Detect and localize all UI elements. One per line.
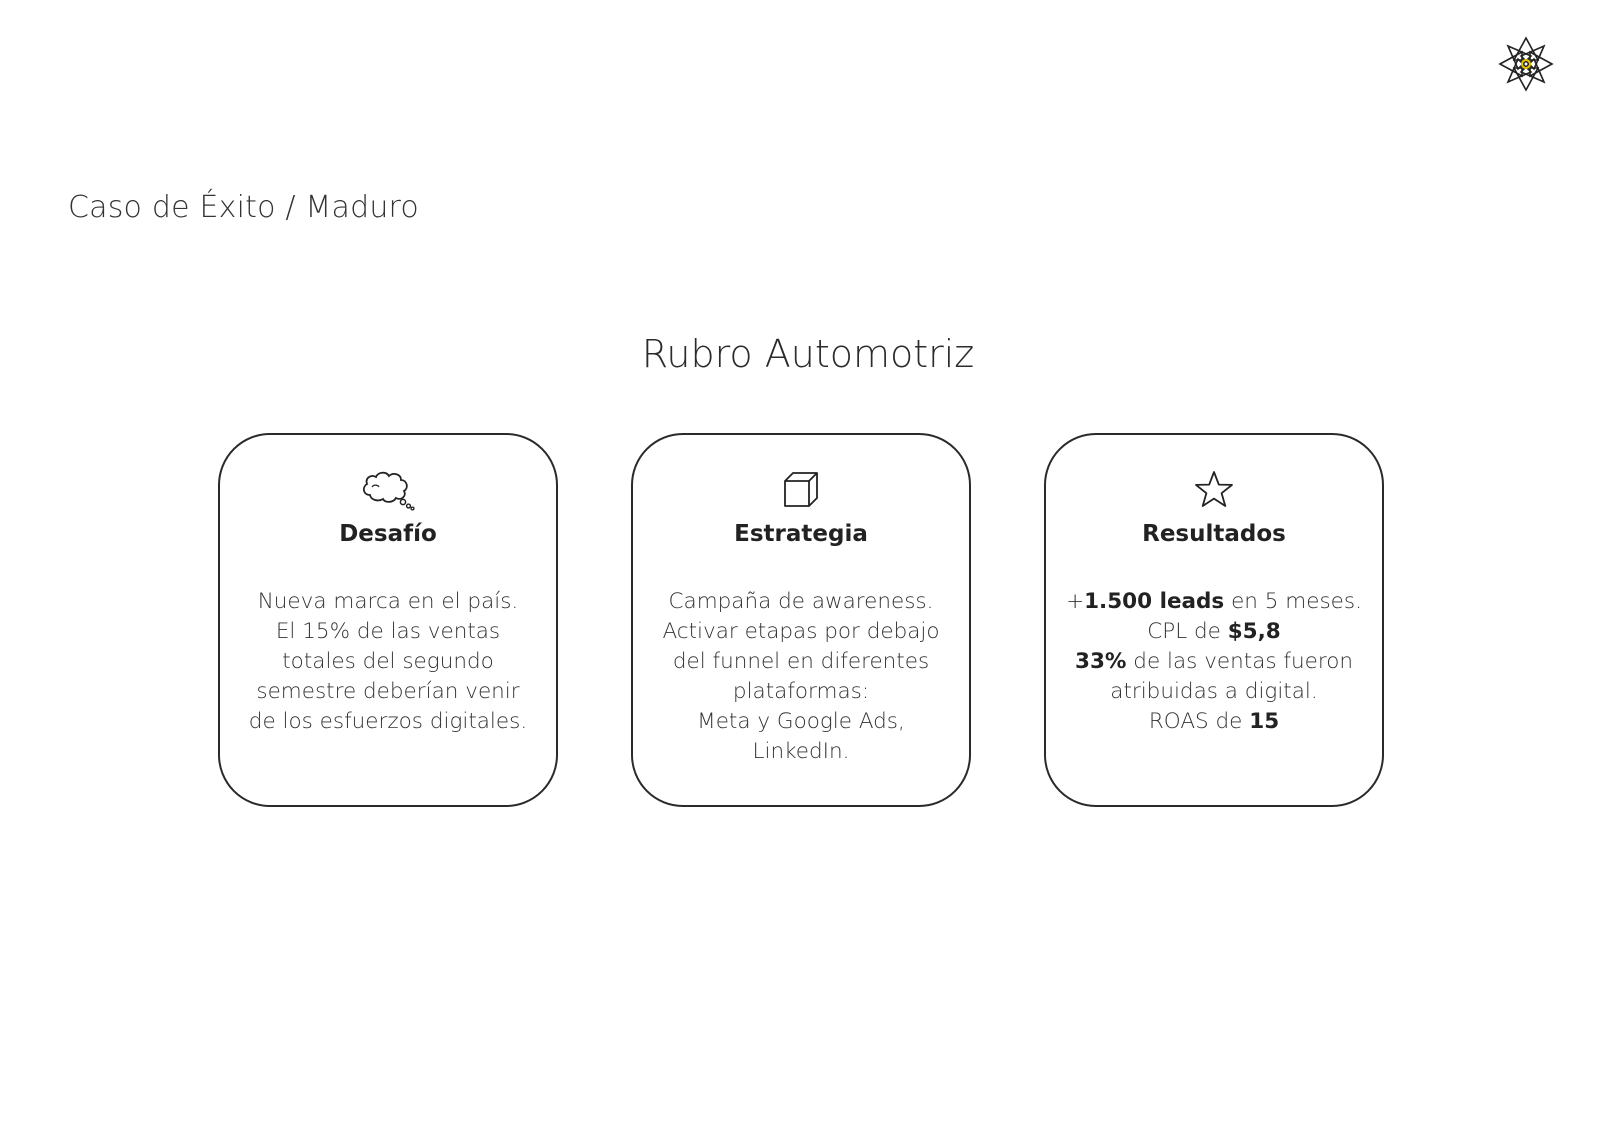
card-body [643, 587, 959, 767]
card-estrategia [631, 433, 971, 807]
card-line: del funnel en diferentes [672, 649, 930, 674]
card-body [1056, 587, 1372, 737]
star-logo-icon [1498, 36, 1554, 92]
card-line: totales del segundo [282, 649, 494, 674]
card-resultados [1044, 433, 1384, 807]
star-icon [1193, 469, 1235, 511]
card-body [230, 587, 546, 737]
card-line: plataformas: [732, 679, 870, 704]
card-line: Nueva marca en el país. [257, 589, 519, 614]
card-heading: Desafío [339, 521, 437, 547]
card-line: El 15% de las ventas [275, 619, 501, 644]
card-line: de los esfuerzos digitales. [248, 709, 528, 734]
cube-icon [780, 469, 822, 511]
card-line: ROAS de 15 [1148, 709, 1280, 734]
card-line: atribuidas a digital. [1110, 679, 1318, 704]
card-heading: Resultados [1142, 521, 1286, 547]
card-line: LinkedIn. [752, 739, 850, 764]
card-line: CPL de $5,8 [1147, 619, 1281, 644]
card-line: Campaña de awareness. [668, 589, 934, 614]
thought-cloud-icon [358, 469, 418, 511]
card-desafio [218, 433, 558, 807]
page-title: Rubro Automotriz [641, 332, 975, 376]
card-heading: Estrategia [734, 521, 868, 547]
breadcrumb: Caso de Éxito / Maduro [68, 190, 419, 225]
card-line: 33% de las ventas fueron [1075, 649, 1353, 674]
card-line: Meta y Google Ads, [697, 709, 905, 734]
card-line: Activar etapas por debajo [662, 619, 940, 644]
card-line: +1.500 leads en 5 meses. [1066, 589, 1362, 614]
card-line: semestre deberían venir [256, 679, 520, 704]
